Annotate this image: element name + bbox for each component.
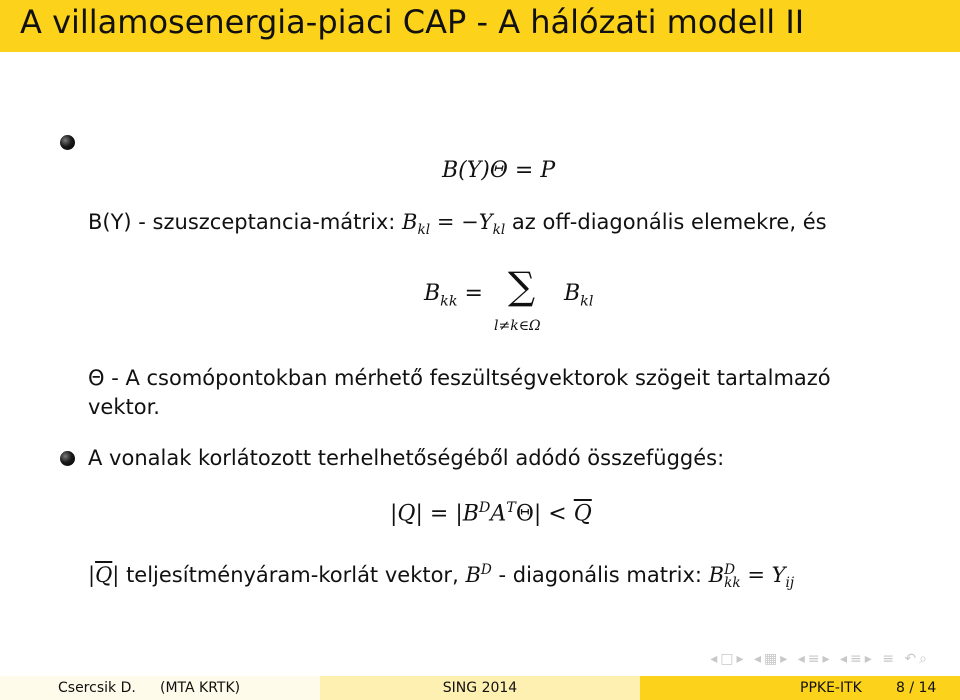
line-capacity-statement: A vonalak korlátozott terhelhetőségéből adódó összefüggés:: [88, 446, 725, 470]
footer: [0, 676, 960, 700]
q-bar-symbol-2: $\overline{Q}$: [95, 563, 113, 587]
footer-conference-cell: [320, 676, 640, 700]
nav-next-frame-icon[interactable]: ▸: [780, 651, 791, 667]
kl-subscript-3: kl: [580, 293, 594, 310]
b-symbol-3: B: [465, 563, 481, 587]
less-than-sign: <: [548, 501, 567, 527]
nav-section-icon[interactable]: ≡: [850, 651, 865, 667]
kk-subscript: kk: [440, 293, 458, 310]
nav-toc-icon[interactable]: ≡: [882, 651, 897, 667]
diagonal-desc: - diagonális matrix:: [498, 563, 702, 587]
footer-institution-cell: [640, 676, 960, 700]
beamer-navigation[interactable]: [710, 651, 930, 667]
footer-author-cell: [0, 676, 320, 700]
nav-subsection-icon[interactable]: ≡: [807, 651, 823, 667]
theta-symbol: Θ: [515, 501, 534, 527]
nav-next-icon[interactable]: ▸: [736, 651, 747, 667]
nav-frame-icon[interactable]: ▦: [764, 651, 781, 667]
d-superscript-2: D: [480, 562, 492, 578]
nav-prev-section-icon[interactable]: ◂: [839, 651, 851, 667]
title-bar: [0, 0, 960, 52]
equals-sign-2: =: [747, 563, 765, 587]
ij-subscript: ij: [785, 575, 795, 592]
bkl-symbol: B: [564, 281, 581, 306]
footer-author: Csercsik D.: [58, 680, 136, 696]
q-bar-desc: teljesítményáram-korlát vektor,: [126, 563, 459, 587]
eq1-rhs: P: [540, 158, 556, 183]
d-superscript-3: D: [724, 562, 736, 579]
b-symbol-4: B: [708, 563, 725, 587]
kl-subscript-2: kl: [492, 222, 506, 239]
q-bar-definition: $|\overline{Q}|$ teljesítményáram-korlát vektor, $B^D$ - diagonális matrix: B D kk = $Y_{ij}$: [88, 562, 795, 592]
theta-description-line-2: vektor.: [88, 395, 160, 419]
susceptance-suffix: az off-diagonális elemekre, és: [511, 210, 827, 234]
kk-subscript-2: kk: [724, 574, 741, 591]
b-symbol-2: B: [462, 501, 479, 527]
nav-next-subsection-icon[interactable]: ▸: [822, 651, 833, 667]
eq3-equals: =: [429, 501, 449, 527]
slide-title: A villamosenergia-piaci CAP - A hálózati modell II: [20, 3, 805, 41]
kl-subscript: kl: [417, 222, 431, 239]
footer-institution: PPKE-ITK: [800, 680, 862, 696]
q-bar-symbol: $\overline{Q}$: [573, 501, 592, 527]
eq1-equals: =: [514, 158, 534, 183]
y-symbol: Y: [771, 563, 786, 587]
sum-index: l≠k∈Ω: [494, 318, 541, 334]
a-symbol: A: [490, 501, 507, 527]
nav-prev-frame-icon[interactable]: ◂: [753, 651, 765, 667]
bullet-2: [60, 451, 75, 466]
footer-page-number: 8 / 14: [896, 680, 937, 696]
nav-slide-icon[interactable]: □: [720, 651, 737, 667]
eq2-equals: =: [464, 281, 483, 306]
nav-prev-subsection-icon[interactable]: ◂: [797, 651, 808, 667]
nav-search-icon[interactable]: ⌕: [919, 651, 930, 667]
equation-1: [442, 158, 555, 183]
equals-sign: =: [436, 210, 455, 234]
q-symbol: Q: [397, 501, 416, 527]
footer-conference: SING 2014: [442, 680, 518, 696]
d-superscript: D: [478, 500, 491, 516]
t-superscript: T: [506, 500, 516, 516]
nav-undo-icon[interactable]: ↶: [904, 651, 920, 667]
footer-affiliation: (MTA KRTK): [160, 680, 241, 696]
sum-symbol: ∑: [508, 264, 536, 308]
equation-3: $|Q| = |B^DA^T\Theta| < \overline{Q}$: [390, 500, 592, 527]
b-symbol: B: [402, 210, 418, 234]
susceptance-prefix: B(Y) - szuszceptancia-mátrix:: [88, 210, 396, 234]
bullet-1: [60, 135, 75, 150]
minus-y-symbol: −Y: [461, 210, 493, 234]
susceptance-definition: [88, 210, 827, 238]
equation-2-rhs: [564, 281, 593, 309]
nav-next-section-icon[interactable]: ▸: [864, 651, 875, 667]
nav-prev-icon[interactable]: ◂: [710, 651, 721, 667]
equation-2-lhs: [424, 281, 483, 309]
bkk-symbol: B: [424, 281, 441, 306]
theta-description-line-1: Θ - A csomópontokban mérhető feszültségvektorok szögeit tartalmazó: [88, 366, 831, 390]
eq1-lhs: B(Y)Θ: [442, 158, 508, 183]
